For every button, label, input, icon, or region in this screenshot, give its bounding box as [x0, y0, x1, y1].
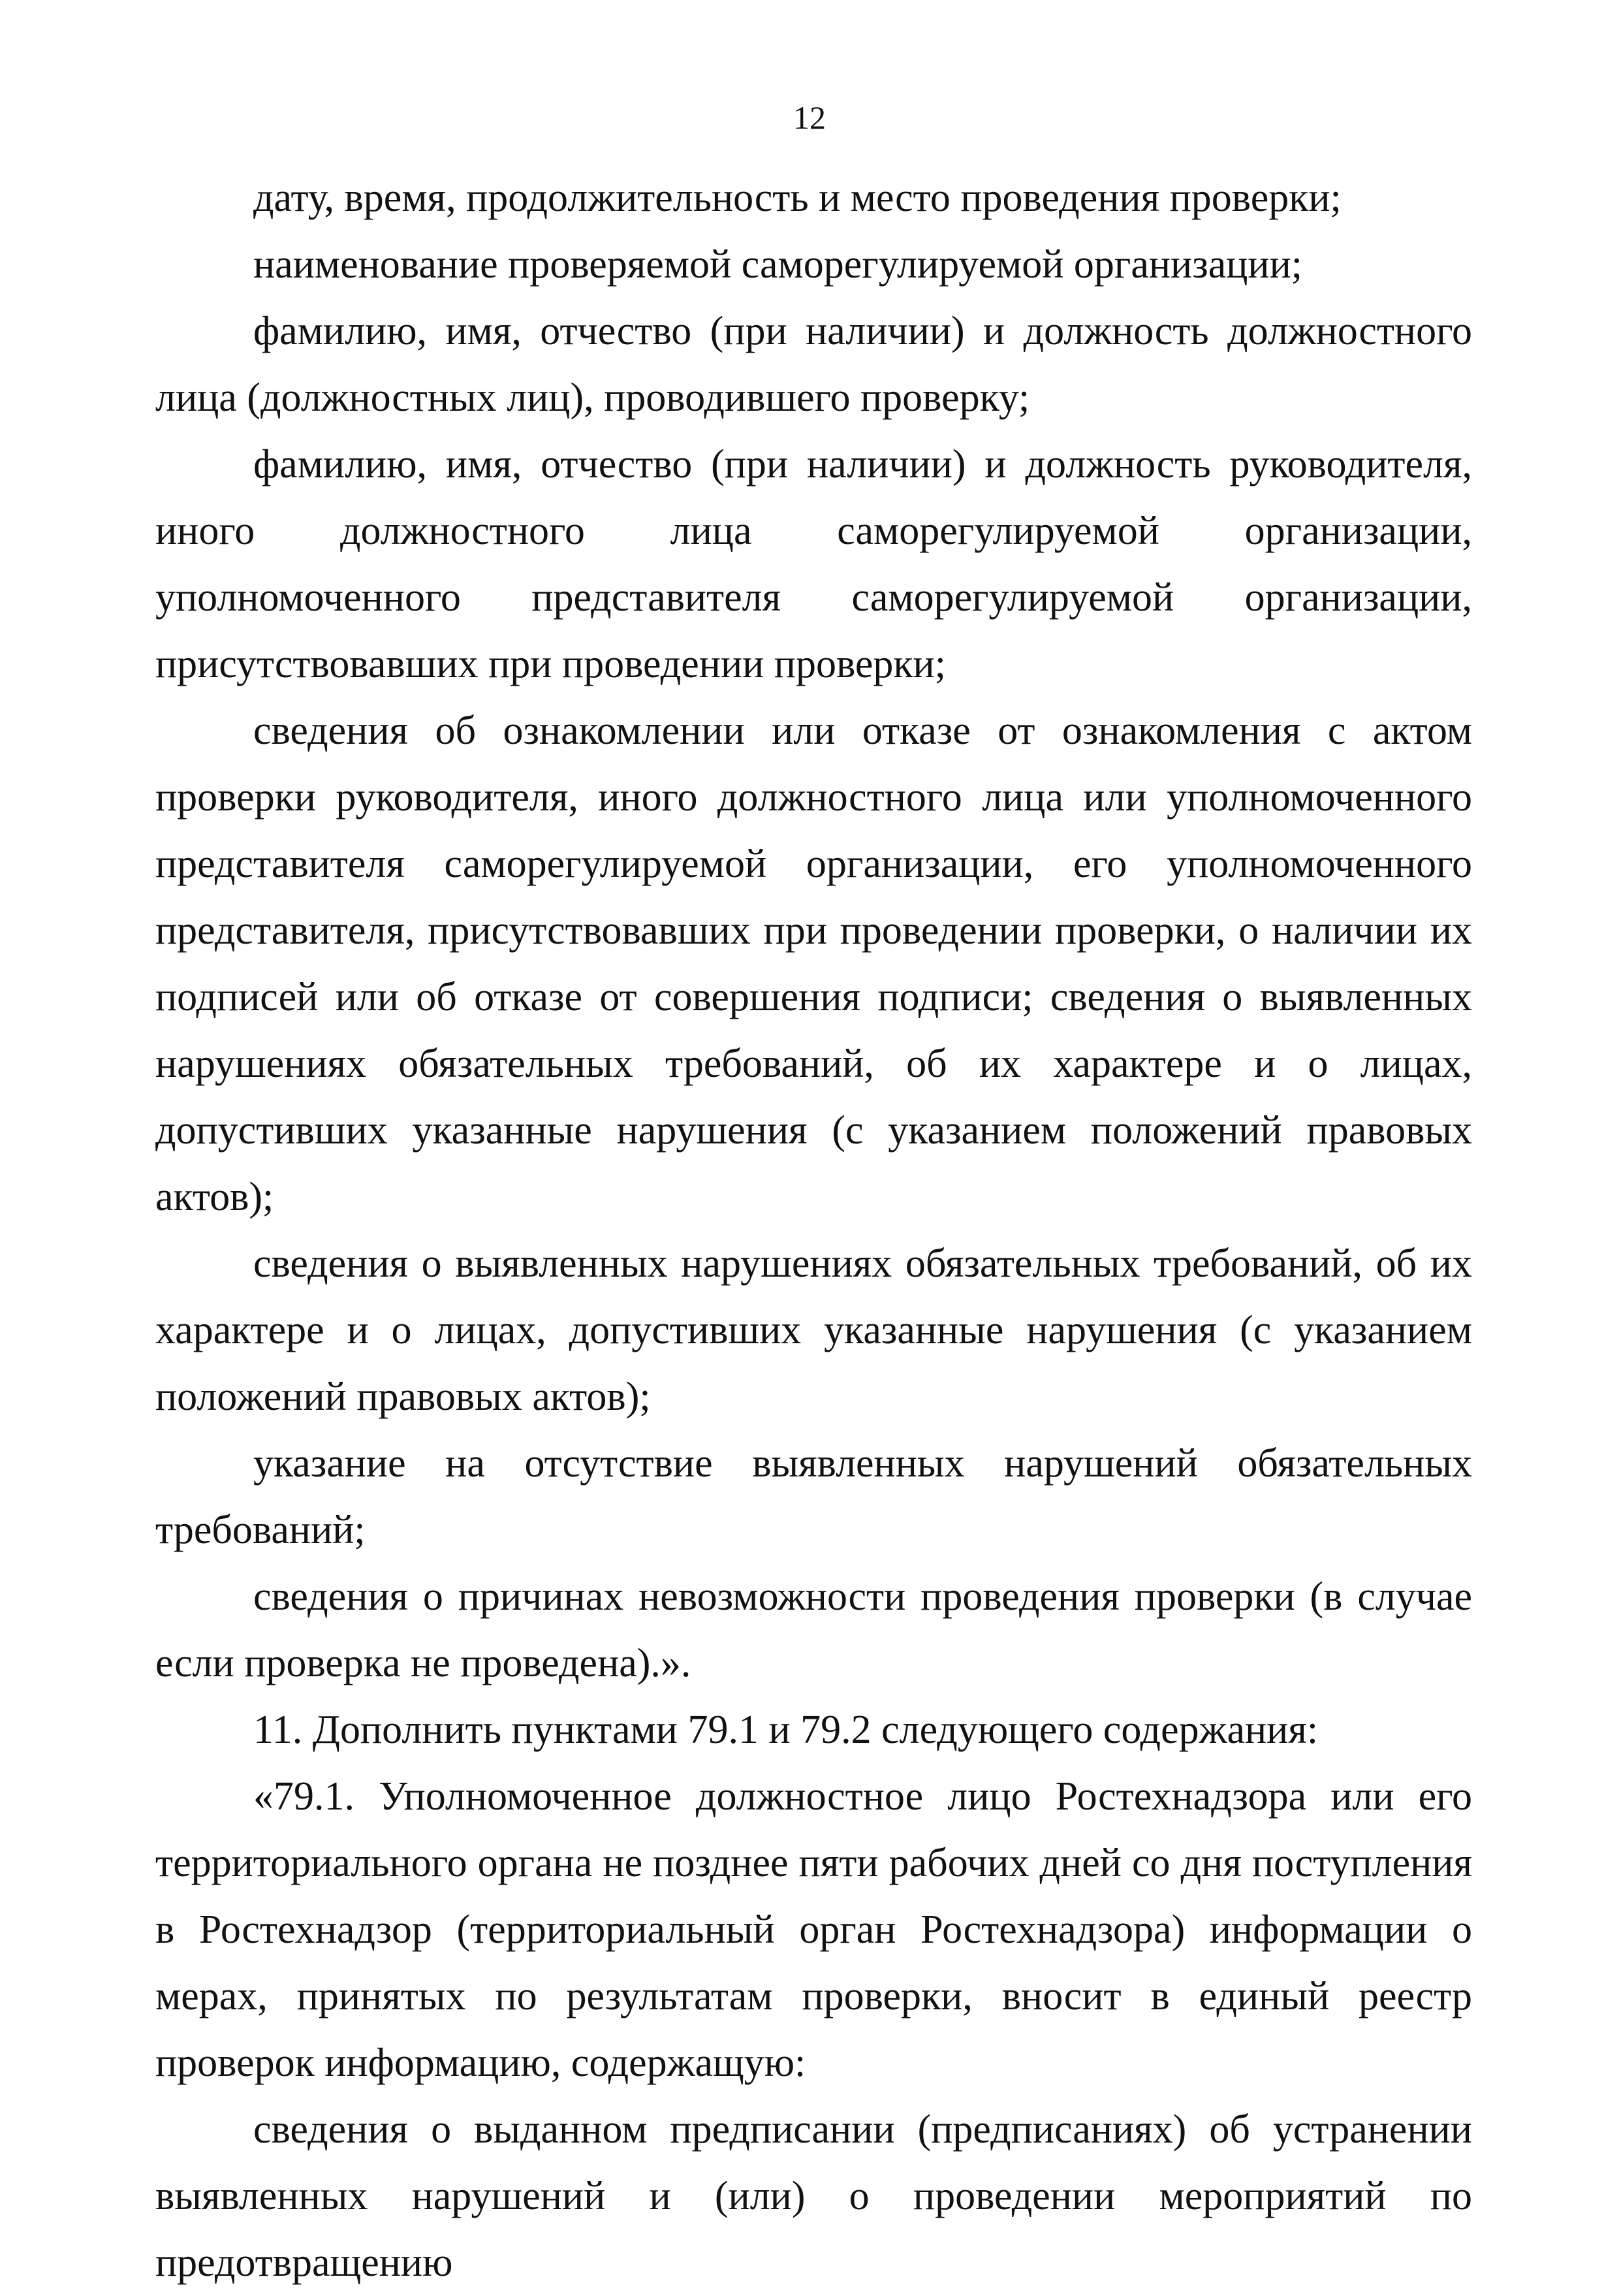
paragraph-amendment-11: 11. Дополнить пунктами 79.1 и 79.2 следующего содержания:	[253, 1708, 1319, 1752]
paragraph-act-familiarization: сведения об ознакомлении или отказе от ознакомления с актом проверки руководителя, иного должностного лица или уполномоченного представителя саморегулируемой организации, его уполномоченного представителя, присутствовавших при проведении проверки, о наличии их подписей или об отказе от совершения подписи; сведения о выявленных нарушениях обязательных требований, об их характере и о лицах, допустивших указанные нарушения (с указанием положений правовых актов);	[155, 709, 1472, 1219]
paragraph-inspection-not-held: сведения о причинах невозможности проведения проверки (в случае если проверка не проведена).».	[155, 1574, 1472, 1685]
paragraph-no-violations: указание на отсутствие выявленных нарушений обязательных требований;	[155, 1441, 1472, 1552]
paragraph-organization-name: наименование проверяемой саморегулируемой организации;	[253, 242, 1302, 287]
paragraph-inspector-name: фамилию, имя, отчество (при наличии) и должность должностного лица (должностных лиц), проводившего проверку;	[155, 309, 1472, 420]
page-number: 12	[793, 99, 826, 136]
paragraph-organization-head: фамилию, имя, отчество (при наличии) и должность руководителя, иного должностного лица саморегулируемой организации, уполномоченного представителя саморегулируемой организации, присутствовавших при проведении проверки;	[155, 442, 1472, 686]
document-body	[155, 165, 1472, 2296]
paragraph-prescription-info: сведения о выданном предписании (предписаниях) об устранении выявленных нарушений и (или) о проведении мероприятий по предотвращению	[155, 2107, 1472, 2285]
paragraph-violations: сведения о выявленных нарушениях обязательных требований, об их характере и о лицах, допустивших указанные нарушения (с указанием положений правовых актов);	[155, 1241, 1472, 1419]
paragraph-inspection-date: дату, время, продолжительность и место проведения проверки;	[253, 176, 1342, 220]
paragraph-item-79-1: «79.1. Уполномоченное должностное лицо Ростехнадзора или его территориального органа не позднее пяти рабочих дней со дня поступления в Ростехнадзор (территориальный орган Ростехнадзора) информации о мерах, принятых по результатам проверки, вносит в единый реестр проверок информацию, содержащую:	[155, 1774, 1472, 2085]
